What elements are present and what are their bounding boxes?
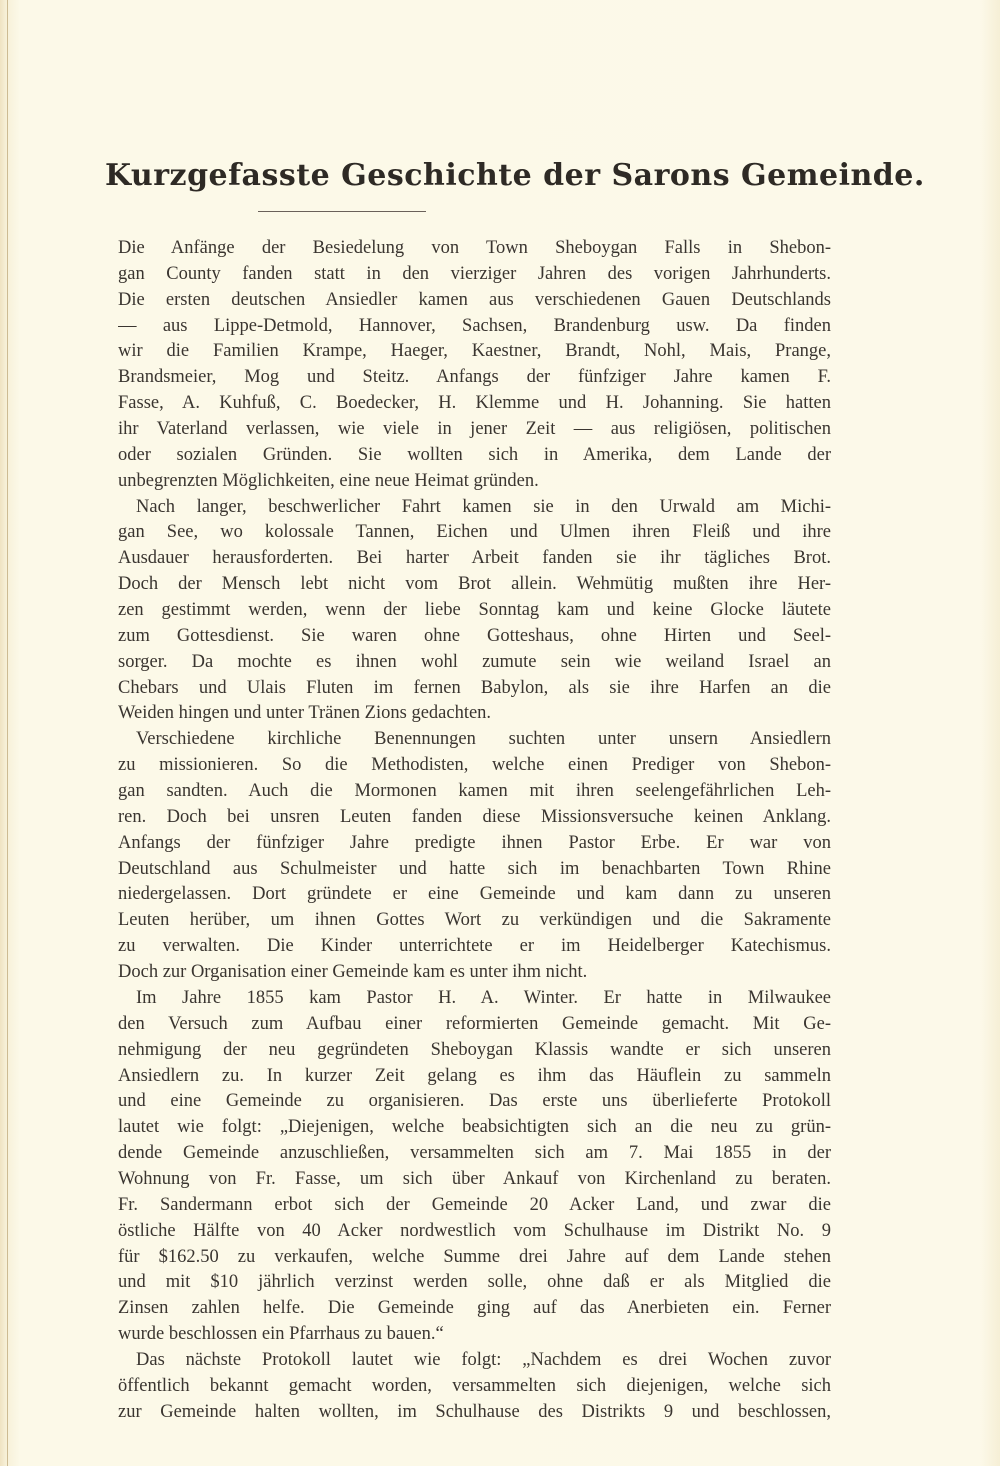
text-line: gan County fanden statt in den vierziger Jahren des vorigen Jahrhunderts.: [118, 263, 831, 284]
text-line: zu missionieren. So die Methodisten, welche einen Prediger von Shebon-: [118, 755, 831, 776]
text-line: unbegrenzten Möglichkeiten, eine neue Heimat gründen.: [118, 470, 539, 491]
text-line: Im Jahre 1855 kam Pastor H. A. Winter. Er hatte in Milwaukee: [136, 987, 831, 1008]
text-line: niedergelassen. Dort gründete er eine Gemeinde und kam dann zu unseren: [118, 884, 831, 905]
text-line: und eine Gemeinde zu organisieren. Das erste uns überlieferte Protokoll: [118, 1091, 831, 1112]
text-line: oder sozialen Gründen. Sie wollten sich in Amerika, dem Lande der: [118, 444, 831, 465]
text-line: öffentlich bekannt gemacht worden, versammelten sich diejenigen, welche sich: [118, 1375, 831, 1396]
text-line: Brandsmeier, Mog und Steitz. Anfangs der fünfziger Jahre kamen F.: [118, 367, 831, 388]
text-line: zu verwalten. Die Kinder unterrichtete er im Heidelberger Katechismus.: [118, 936, 831, 957]
text-line: Doch zur Organisation einer Gemeinde kam es unter ihm nicht.: [118, 962, 588, 983]
body-text: [118, 236, 831, 1426]
text-line: gan sandten. Auch die Mormonen kamen mit ihren seelengefährlichen Leh-: [118, 781, 831, 802]
text-line: gan See, wo kolossale Tannen, Eichen und Ulmen ihren Fleiß und ihre: [118, 522, 831, 543]
text-line: Nach langer, beschwerlicher Fahrt kamen sie in den Urwald am Michi-: [136, 496, 831, 517]
text-line: Anfangs der fünfziger Jahre predigte ihnen Pastor Erbe. Er war von: [118, 832, 831, 853]
text-line: Zinsen zahlen helfe. Die Gemeinde ging auf das Anerbieten ein. Ferner: [118, 1298, 831, 1319]
text-line: für $162.50 zu verkaufen, welche Summe drei Jahre auf dem Lande stehen: [118, 1246, 831, 1267]
text-line: dende Gemeinde anzuschließen, versammelten sich am 7. Mai 1855 in der: [118, 1143, 831, 1164]
text-line: ihr Vaterland verlassen, wie viele in jener Zeit — aus religiösen, politischen: [118, 419, 831, 440]
title-divider: [258, 211, 426, 212]
text-line: Fasse, A. Kuhfuß, C. Boedecker, H. Klemme und H. Johanning. Sie hatten: [118, 393, 831, 414]
text-line: Fr. Sandermann erbot sich der Gemeinde 20 Acker Land, und zwar die: [118, 1194, 831, 1215]
text-line: Leuten herüber, um ihnen Gottes Wort zu verkündigen und die Sakramente: [118, 910, 831, 931]
text-line: Wohnung von Fr. Fasse, um sich über Ankauf von Kirchenland zu beraten.: [118, 1168, 831, 1189]
text-line: Die ersten deutschen Ansiedler kamen aus verschiedenen Gauen Deutschlands: [118, 289, 831, 310]
text-line: wurde beschlossen ein Pfarrhaus zu bauen.“: [118, 1324, 444, 1345]
text-line: Verschiedene kirchliche Benennungen suchten unter unsern Ansiedlern: [136, 729, 831, 750]
text-line: Deutschland aus Schulmeister und hatte sich im benachbarten Town Rhine: [118, 858, 831, 879]
text-line: wir die Familien Krampe, Haeger, Kaestner, Brandt, Nohl, Mais, Prange,: [118, 341, 831, 362]
text-line: lautet wie folgt: „Diejenigen, welche beabsichtigten sich an die neu zu grün-: [118, 1117, 831, 1138]
text-line: Das nächste Protokoll lautet wie folgt: „Nachdem es drei Wochen zuvor: [136, 1349, 831, 1370]
text-line: und mit $10 jährlich verzinst werden solle, ohne daß er als Mitglied die: [118, 1272, 831, 1293]
text-line: östliche Hälfte von 40 Acker nordwestlich vom Schulhause im Distrikt No. 9: [118, 1220, 831, 1241]
page-title: Kurzgefasste Geschichte der Sarons Gemeinde.: [105, 158, 925, 193]
text-line: zum Gottesdienst. Sie waren ohne Gotteshaus, ohne Hirten und Seel-: [118, 625, 831, 646]
text-line: Doch der Mensch lebt nicht vom Brot allein. Wehmütig mußten ihre Her-: [118, 574, 831, 595]
text-line: sorger. Da mochte es ihnen wohl zumute sein wie weiland Israel an: [118, 651, 831, 672]
text-line: zur Gemeinde halten wollten, im Schulhause des Distrikts 9 und beschlossen,: [118, 1401, 831, 1422]
page-edge: [7, 0, 8, 1466]
text-line: zen gestimmt werden, wenn der liebe Sonntag kam und keine Glocke läutete: [118, 600, 831, 621]
text-line: Chebars und Ulais Fluten im fernen Babylon, als sie ihre Harfen an die: [118, 677, 831, 698]
text-line: Ausdauer herausforderten. Bei harter Arbeit fanden sie ihr tägliches Brot.: [118, 548, 831, 569]
text-line: den Versuch zum Aufbau einer reformierten Gemeinde gemacht. Mit Ge-: [118, 1013, 831, 1034]
text-line: Weiden hingen und unter Tränen Zions gedachten.: [118, 703, 492, 724]
text-line: ren. Doch bei unsren Leuten fanden diese Missionsversuche keinen Anklang.: [118, 806, 831, 827]
text-line: nehmigung der neu gegründeten Sheboygan Klassis wandte er sich unseren: [118, 1039, 831, 1060]
text-line: Die Anfänge der Besiedelung von Town Sheboygan Falls in Shebon-: [118, 238, 831, 258]
text-line: — aus Lippe-Detmold, Hannover, Sachsen, Brandenburg usw. Da finden: [118, 315, 831, 336]
text-line: Ansiedlern zu. In kurzer Zeit gelang es ihm das Häuflein zu sammeln: [118, 1065, 831, 1086]
